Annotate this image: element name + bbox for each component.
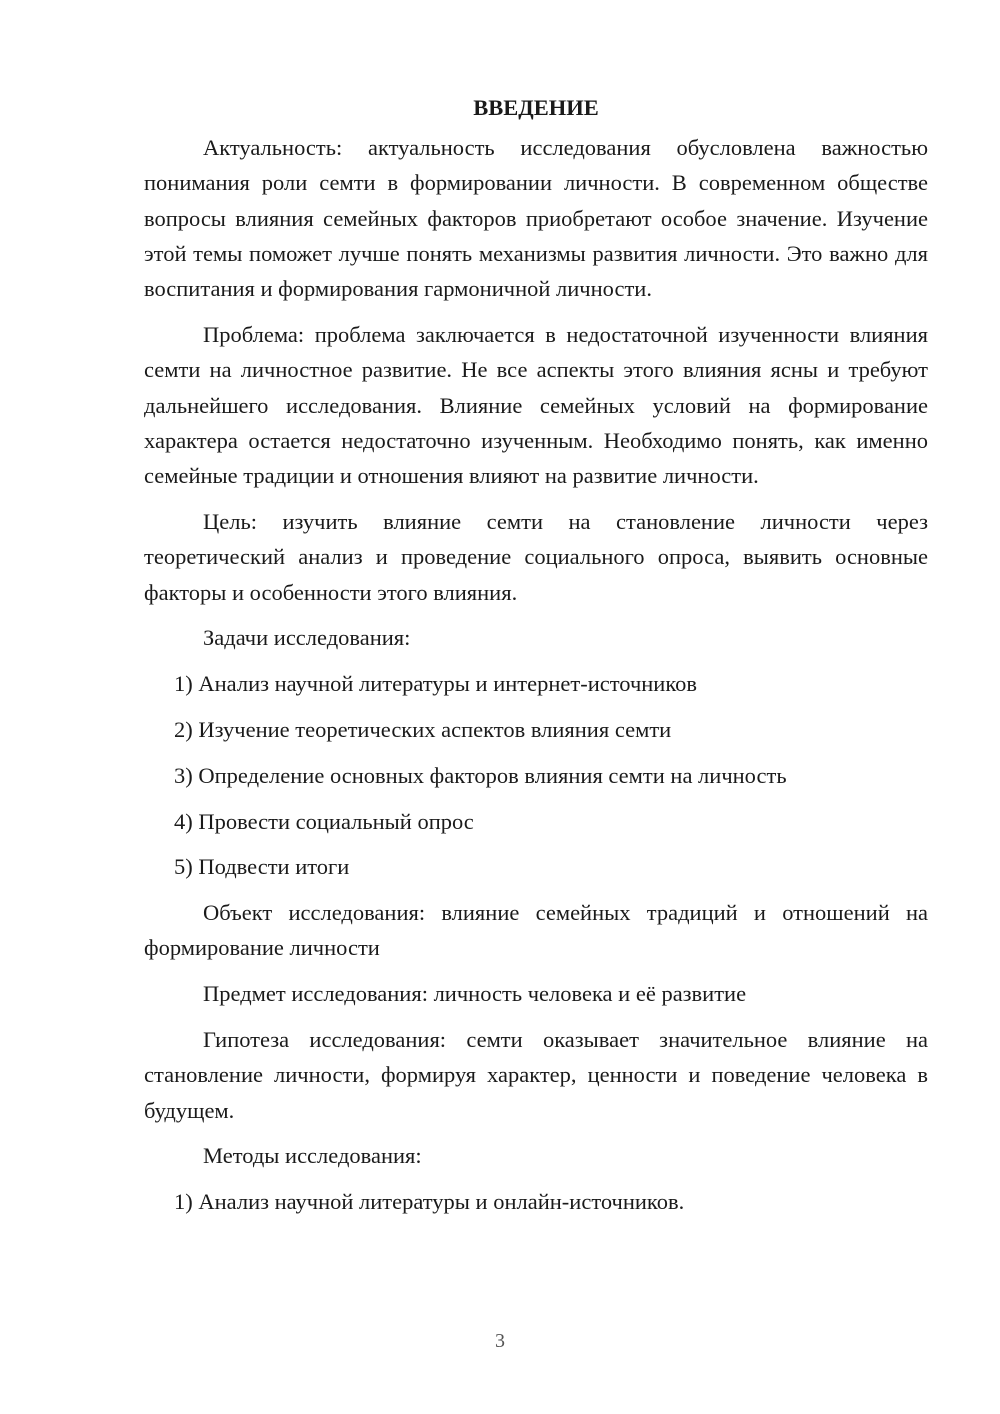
- list-item: 4) Провести социальный опрос: [174, 808, 474, 834]
- tasks-list: [144, 666, 928, 884]
- list-item: 2) Изучение теоретических аспектов влияния семти: [174, 716, 672, 742]
- section-title: ВВЕДЕНИЕ: [473, 95, 599, 120]
- hypothesis-paragraph: Гипотеза исследования: семти оказывает значительное влияние на становление личности, формируя характер, ценности и поведение человека в будущем.: [144, 1027, 928, 1123]
- list-item: 1) Анализ научной литературы и интернет-источников: [174, 671, 698, 697]
- list-item: 3) Определение основных факторов влияния семти на личность: [174, 762, 787, 788]
- document-page: [144, 90, 928, 1230]
- problem-paragraph: Проблема: проблема заключается в недостаточной изученности влияния семти на личностное развитие. Не все аспекты этого влияния ясны и требуют дальнейшего исследования. Влияние семейных условий на формирование характера остается недостаточно изученным. Необходимо понять, как именно семейные традиции и отношения влияют на развитие личности.: [144, 321, 928, 489]
- object-paragraph: Объект исследования: влияние семейных традиций и отношений на формирование личности: [144, 900, 928, 961]
- page-number: 3: [495, 1330, 505, 1352]
- methods-heading: Методы исследования:: [203, 1143, 422, 1169]
- list-item: 1) Анализ научной литературы и онлайн-источников.: [174, 1189, 685, 1215]
- relevance-paragraph: Актуальность: актуальность исследования обусловлена важностью понимания роли семти в формировании личности. В современном обществе вопросы влияния семейных факторов приобретают особое значение. Изучение этой темы поможет лучше понять механизмы развития личности. Это важно для воспитания и формирования гармоничной личности.: [144, 135, 928, 302]
- methods-list: [144, 1184, 928, 1219]
- goal-paragraph: Цель: изучить влияние семти на становление личности через теоретический анализ и проведение социального опроса, выявить основные факторы и особенности этого влияния.: [144, 508, 928, 605]
- subject-paragraph: Предмет исследования: личность человека и её развитие: [203, 981, 747, 1007]
- tasks-heading: Задачи исследования:: [203, 625, 411, 651]
- list-item: 5) Подвести итоги: [174, 854, 350, 880]
